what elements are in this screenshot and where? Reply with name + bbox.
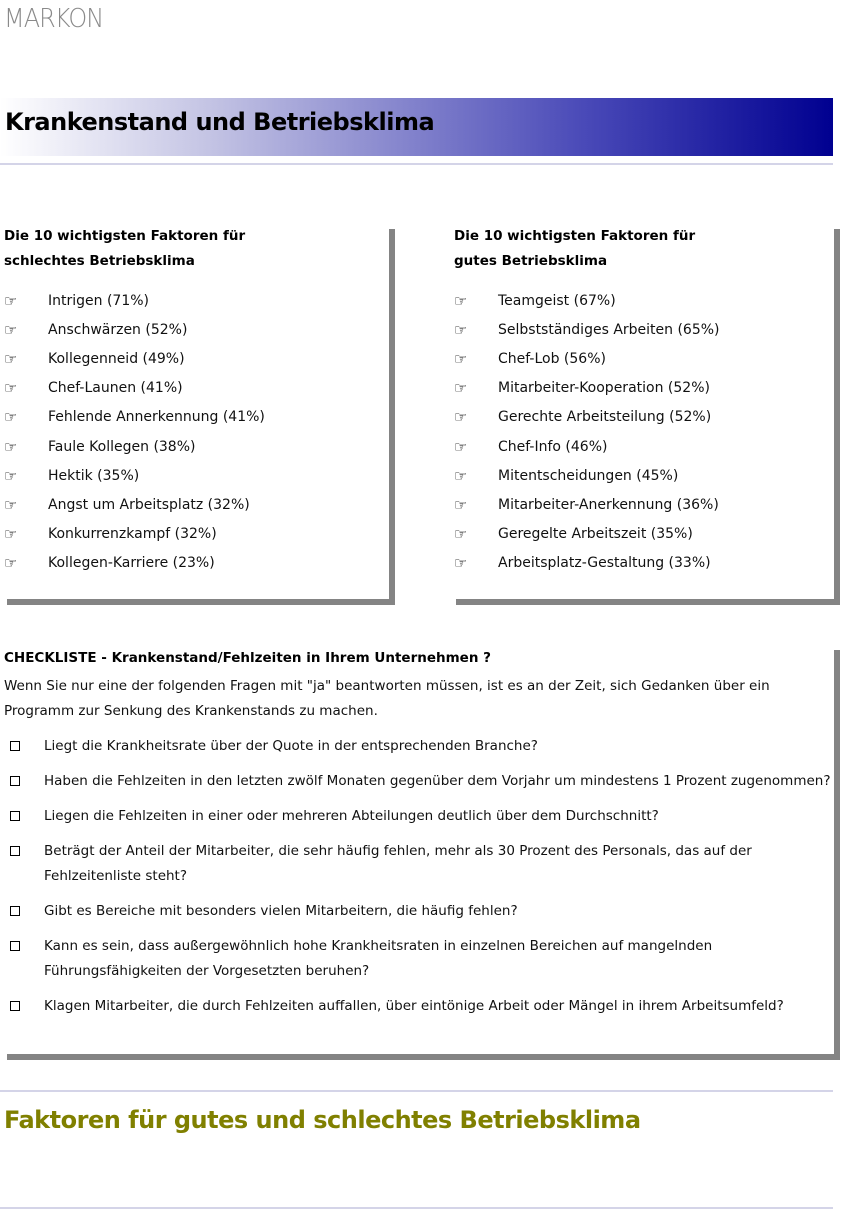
- bad-climate-box: [4, 224, 388, 596]
- good-climate-title: Die 10 wichtigsten Faktoren für gutes Betriebsklima: [454, 228, 696, 269]
- bad-climate-title: Die 10 wichtigsten Faktoren für schlechtes Betriebsklima: [4, 228, 246, 269]
- pointing-hand-icon: ☞: [454, 349, 468, 368]
- pointing-hand-icon: ☞: [4, 554, 18, 573]
- checklist-box: [4, 650, 833, 1050]
- list-item: ☞ Mitarbeiter-Anerkennung (36%): [454, 495, 719, 514]
- pointing-hand-icon: ☞: [454, 379, 468, 398]
- box-shadow: [834, 650, 840, 1060]
- pointing-hand-icon: ☞: [454, 291, 468, 310]
- checkbox[interactable]: [10, 906, 20, 916]
- checklist-item: Liegt die Krankheitsrate über der Quote in der entsprechenden Branche?: [4, 734, 833, 759]
- list-item: ☞ Hektik (35%): [4, 466, 140, 485]
- divider: [0, 163, 833, 165]
- checklist-title: CHECKLISTE - Krankenstand/Fehlzeiten in Ihrem Unternehmen ?: [4, 650, 491, 666]
- checklist-items: [4, 734, 833, 1019]
- pointing-hand-icon: ☞: [454, 495, 468, 514]
- divider: [0, 1207, 833, 1209]
- checklist-item: Klagen Mitarbeiter, die durch Fehlzeiten auffallen, über eintönige Arbeit oder Mängel in ihrem Arbeitsumfeld?: [4, 994, 833, 1019]
- divider: [0, 1090, 833, 1092]
- pointing-hand-icon: ☞: [4, 437, 18, 456]
- pointing-hand-icon: ☞: [4, 379, 18, 398]
- footer-title: Faktoren für gutes und schlechtes Betriebsklima: [4, 1106, 641, 1134]
- pointing-hand-icon: ☞: [454, 408, 468, 427]
- list-item: ☞ Chef-Launen (41%): [4, 379, 183, 398]
- checkbox[interactable]: [10, 776, 20, 786]
- checklist-item: Haben die Fehlzeiten in den letzten zwölf Monaten gegenüber dem Vorjahr um mindestens 1 Prozent zugenommen?: [4, 769, 833, 794]
- box-shadow: [834, 229, 840, 605]
- list-item: ☞ Teamgeist (67%): [454, 291, 616, 310]
- checklist-item: Liegen die Fehlzeiten in einer oder mehreren Abteilungen deutlich über dem Durchschnitt?: [4, 804, 833, 829]
- pointing-hand-icon: ☞: [4, 349, 18, 368]
- checklist-item: Beträgt der Anteil der Mitarbeiter, die sehr häufig fehlen, mehr als 30 Prozent des Personals, das auf der Fehlzeitenliste steht?: [4, 839, 833, 889]
- list-item: ☞ Selbstständiges Arbeiten (65%): [454, 320, 720, 339]
- pointing-hand-icon: ☞: [4, 466, 18, 485]
- pointing-hand-icon: ☞: [4, 320, 18, 339]
- list-item: ☞ Arbeitsplatz-Gestaltung (33%): [454, 554, 711, 573]
- box-shadow: [456, 599, 840, 605]
- list-item: ☞ Geregelte Arbeitszeit (35%): [454, 525, 693, 544]
- pointing-hand-icon: ☞: [454, 437, 468, 456]
- list-item: ☞ Chef-Lob (56%): [454, 349, 606, 368]
- checkbox[interactable]: [10, 846, 20, 856]
- checklist-intro: Wenn Sie nur eine der folgenden Fragen mit "ja" beantworten müssen, ist es an der Zeit, sich Gedanken über ein Programm zur Senkung des Krankenstands zu machen.: [4, 678, 770, 719]
- checkbox[interactable]: [10, 811, 20, 821]
- pointing-hand-icon: ☞: [454, 525, 468, 544]
- checkbox[interactable]: [10, 1001, 20, 1011]
- list-item: ☞ Chef-Info (46%): [454, 437, 608, 456]
- list-item: ☞ Intrigen (71%): [4, 291, 150, 310]
- box-shadow: [389, 229, 395, 605]
- checkbox[interactable]: [10, 741, 20, 751]
- list-item: ☞ Anschwärzen (52%): [4, 320, 188, 339]
- box-shadow: [7, 1054, 840, 1060]
- pointing-hand-icon: ☞: [4, 408, 18, 427]
- checklist-item: Kann es sein, dass außergewöhnlich hohe Krankheitsraten in einzelnen Bereichen auf mangelnden Führungsfähigkeiten der Vorgesetzten beruhen?: [4, 934, 833, 984]
- list-item: ☞ Gerechte Arbeitsteilung (52%): [454, 408, 712, 427]
- checklist-item: Gibt es Bereiche mit besonders vielen Mitarbeitern, die häufig fehlen?: [4, 899, 833, 924]
- list-item: ☞ Kollegen-Karriere (23%): [4, 554, 215, 573]
- list-item: ☞ Mitentscheidungen (45%): [454, 466, 679, 485]
- bad-climate-list: [4, 286, 388, 578]
- pointing-hand-icon: ☞: [4, 291, 18, 310]
- pointing-hand-icon: ☞: [4, 495, 18, 514]
- header-banner: [0, 98, 833, 156]
- pointing-hand-icon: ☞: [4, 525, 18, 544]
- page-title: Krankenstand und Betriebsklima: [5, 108, 435, 136]
- list-item: ☞ Fehlende Annerkennung (41%): [4, 408, 265, 427]
- checkbox[interactable]: [10, 941, 20, 951]
- list-item: ☞ Angst um Arbeitsplatz (32%): [4, 495, 250, 514]
- list-item: ☞ Faule Kollegen (38%): [4, 437, 196, 456]
- pointing-hand-icon: ☞: [454, 554, 468, 573]
- list-item: ☞ Mitarbeiter-Kooperation (52%): [454, 379, 710, 398]
- pointing-hand-icon: ☞: [454, 320, 468, 339]
- good-climate-list: [454, 286, 833, 578]
- good-climate-box: [454, 224, 833, 596]
- markon-logo: MARKON: [4, 4, 104, 34]
- box-shadow: [7, 599, 395, 605]
- pointing-hand-icon: ☞: [454, 466, 468, 485]
- list-item: ☞ Konkurrenzkampf (32%): [4, 525, 217, 544]
- list-item: ☞ Kollegenneid (49%): [4, 349, 185, 368]
